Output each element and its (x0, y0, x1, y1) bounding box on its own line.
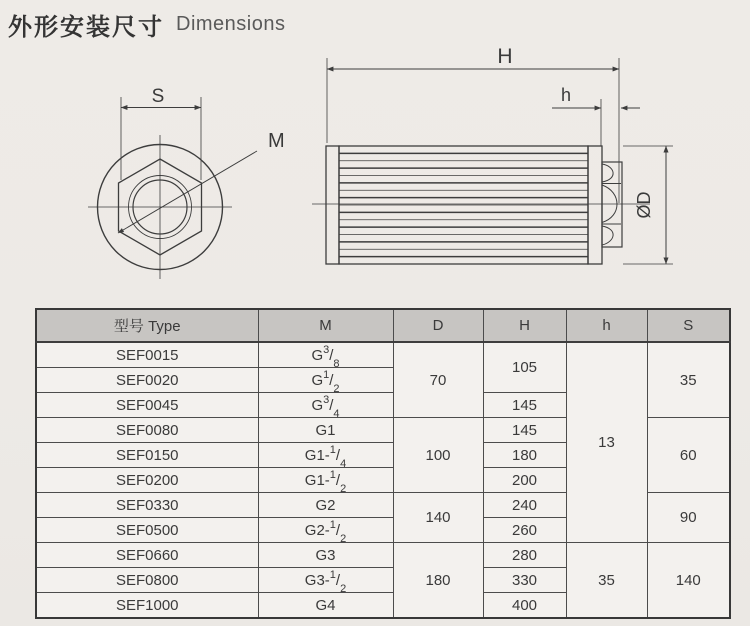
page-title-chinese: 外形安装尺寸 (8, 14, 164, 41)
header-h-small: h (566, 309, 647, 342)
table-cell: SEF1000 (36, 593, 258, 619)
m-leader-line (118, 151, 257, 233)
table-cell: 280 (483, 543, 566, 568)
table-cell: SEF0200 (36, 468, 258, 493)
table-cell: 140 (647, 543, 730, 619)
page-title-english: Dimensions (176, 13, 286, 35)
table-cell: SEF0080 (36, 418, 258, 443)
dimensions-table (35, 308, 731, 619)
nut-chamfer-arc-bottom (602, 226, 613, 245)
table-cell: 330 (483, 568, 566, 593)
table-cell: 180 (483, 443, 566, 468)
side-view-drawing (312, 58, 673, 264)
filter-pleats (339, 153, 588, 256)
table-cell: $G1-^1/_2$ (258, 468, 393, 493)
table-row (36, 543, 730, 568)
header-s: S (647, 309, 730, 342)
table-cell: 60 (647, 418, 730, 493)
table-cell: G1 (258, 418, 393, 443)
table-cell: 260 (483, 518, 566, 543)
table-cell: 35 (566, 543, 647, 619)
header-type: 型号 Type (36, 309, 258, 342)
table-cell: 145 (483, 393, 566, 418)
label-h-total: H (497, 45, 513, 68)
table-cell: $G2-^1/_2$ (258, 518, 393, 543)
table-cell: SEF0500 (36, 518, 258, 543)
label-m: M (268, 130, 285, 152)
header-d: D (393, 309, 483, 342)
table-row (36, 342, 730, 368)
table-cell: 400 (483, 593, 566, 619)
label-h-nut: h (560, 85, 572, 105)
table-cell: SEF0660 (36, 543, 258, 568)
table-cell: 140 (393, 493, 483, 543)
dimensions-table-body (36, 342, 730, 618)
left-end-cap (326, 146, 339, 264)
table-cell: $G^1/_2$ (258, 368, 393, 393)
table-cell: SEF0800 (36, 568, 258, 593)
table-cell: SEF0150 (36, 443, 258, 468)
table-cell: 240 (483, 493, 566, 518)
table-cell: $G^3/_4$ (258, 393, 393, 418)
table-cell: SEF0020 (36, 368, 258, 393)
table-cell: 70 (393, 342, 483, 418)
table-cell: 35 (647, 342, 730, 418)
table-cell: SEF0045 (36, 393, 258, 418)
front-view-drawing (88, 97, 257, 279)
table-cell: 145 (483, 418, 566, 443)
table-cell: 200 (483, 468, 566, 493)
table-cell: 105 (483, 342, 566, 393)
table-cell: 13 (566, 342, 647, 543)
table-cell: $G^3/_8$ (258, 342, 393, 368)
table-cell: 180 (393, 543, 483, 619)
table-cell: SEF0015 (36, 342, 258, 368)
header-m: M (258, 309, 393, 342)
header-h: H (483, 309, 566, 342)
table-cell: G4 (258, 593, 393, 619)
table-cell: G2 (258, 493, 393, 518)
label-s: S (151, 86, 165, 107)
table-header-row (36, 309, 730, 342)
nut-chamfer-arc-top (602, 164, 613, 182)
label-diameter: ØD (634, 191, 654, 219)
table-cell: G3 (258, 543, 393, 568)
table-cell: SEF0330 (36, 493, 258, 518)
table-cell: 90 (647, 493, 730, 543)
table-cell: 100 (393, 418, 483, 493)
table-cell: $G1-^1/_4$ (258, 443, 393, 468)
table-cell: $G3-^1/_2$ (258, 568, 393, 593)
dimension-drawing (0, 0, 750, 300)
right-end-cap (588, 146, 602, 264)
